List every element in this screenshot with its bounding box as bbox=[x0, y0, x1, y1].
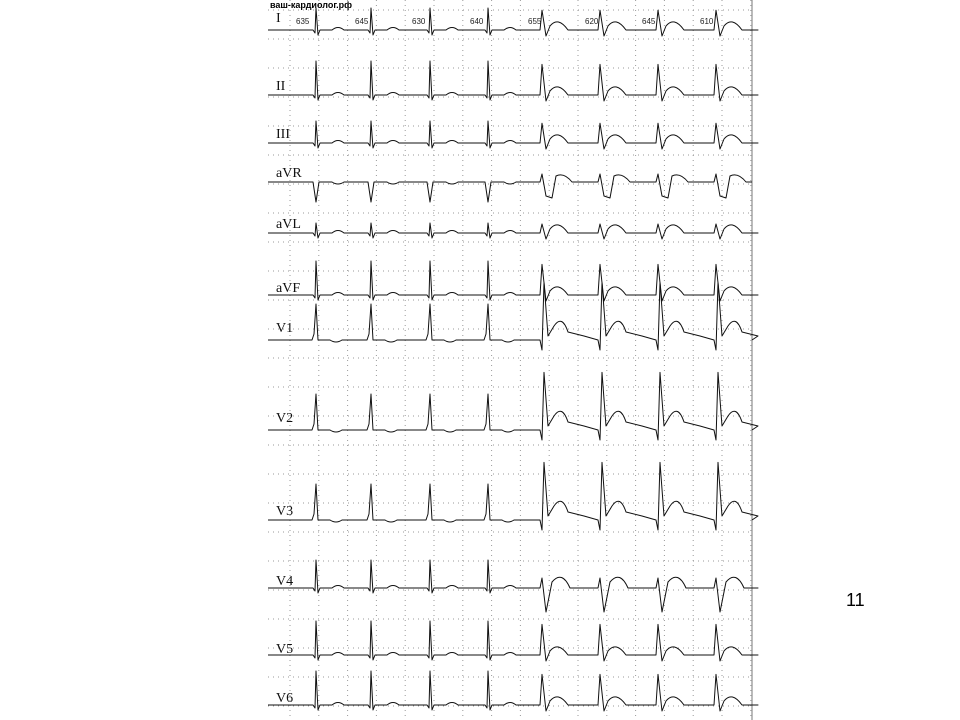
rr-interval-label: 645 bbox=[355, 17, 369, 26]
slide-number: 11 bbox=[846, 590, 865, 610]
lead-label-v2: V2 bbox=[276, 411, 294, 426]
lead-label-v1: V1 bbox=[276, 321, 294, 336]
rr-interval-label: 640 bbox=[470, 17, 484, 26]
rr-interval-label: 655 bbox=[528, 17, 542, 26]
lead-label-v5: V5 bbox=[276, 642, 294, 657]
rr-interval-label: 635 bbox=[296, 17, 310, 26]
rr-interval-label: 610 bbox=[700, 17, 714, 26]
rr-interval-labels bbox=[296, 17, 714, 26]
lead-trace-ii bbox=[268, 61, 758, 101]
lead-label-ii: II bbox=[276, 79, 286, 94]
lead-label-iii: III bbox=[276, 127, 290, 142]
lead-trace-v1 bbox=[268, 282, 758, 350]
lead-trace-v5 bbox=[268, 621, 758, 661]
rr-interval-label: 630 bbox=[412, 17, 426, 26]
lead-label-avl: aVL bbox=[276, 217, 301, 232]
lead-trace-avf bbox=[268, 261, 758, 301]
rr-interval-label: 645 bbox=[642, 17, 656, 26]
lead-trace-i bbox=[268, 8, 758, 36]
ecg-grid bbox=[268, 0, 752, 720]
lead-trace-avr bbox=[268, 174, 752, 202]
lead-trace-v4 bbox=[268, 560, 758, 612]
lead-trace-v2 bbox=[268, 372, 758, 440]
lead-label-v4: V4 bbox=[276, 574, 294, 589]
lead-label-avf: aVF bbox=[276, 281, 301, 296]
rr-interval-label: 620 bbox=[585, 17, 599, 26]
lead-trace-iii bbox=[268, 121, 758, 149]
ecg-traces bbox=[268, 8, 758, 711]
lead-label-v3: V3 bbox=[276, 504, 294, 519]
lead-label-v6: V6 bbox=[276, 691, 294, 706]
lead-trace-avl bbox=[268, 223, 758, 239]
lead-trace-v3 bbox=[268, 462, 758, 530]
lead-label-avr: aVR bbox=[276, 166, 302, 181]
site-watermark: ваш-кардиолог.рф bbox=[270, 0, 353, 10]
lead-label-i: I bbox=[276, 11, 281, 26]
